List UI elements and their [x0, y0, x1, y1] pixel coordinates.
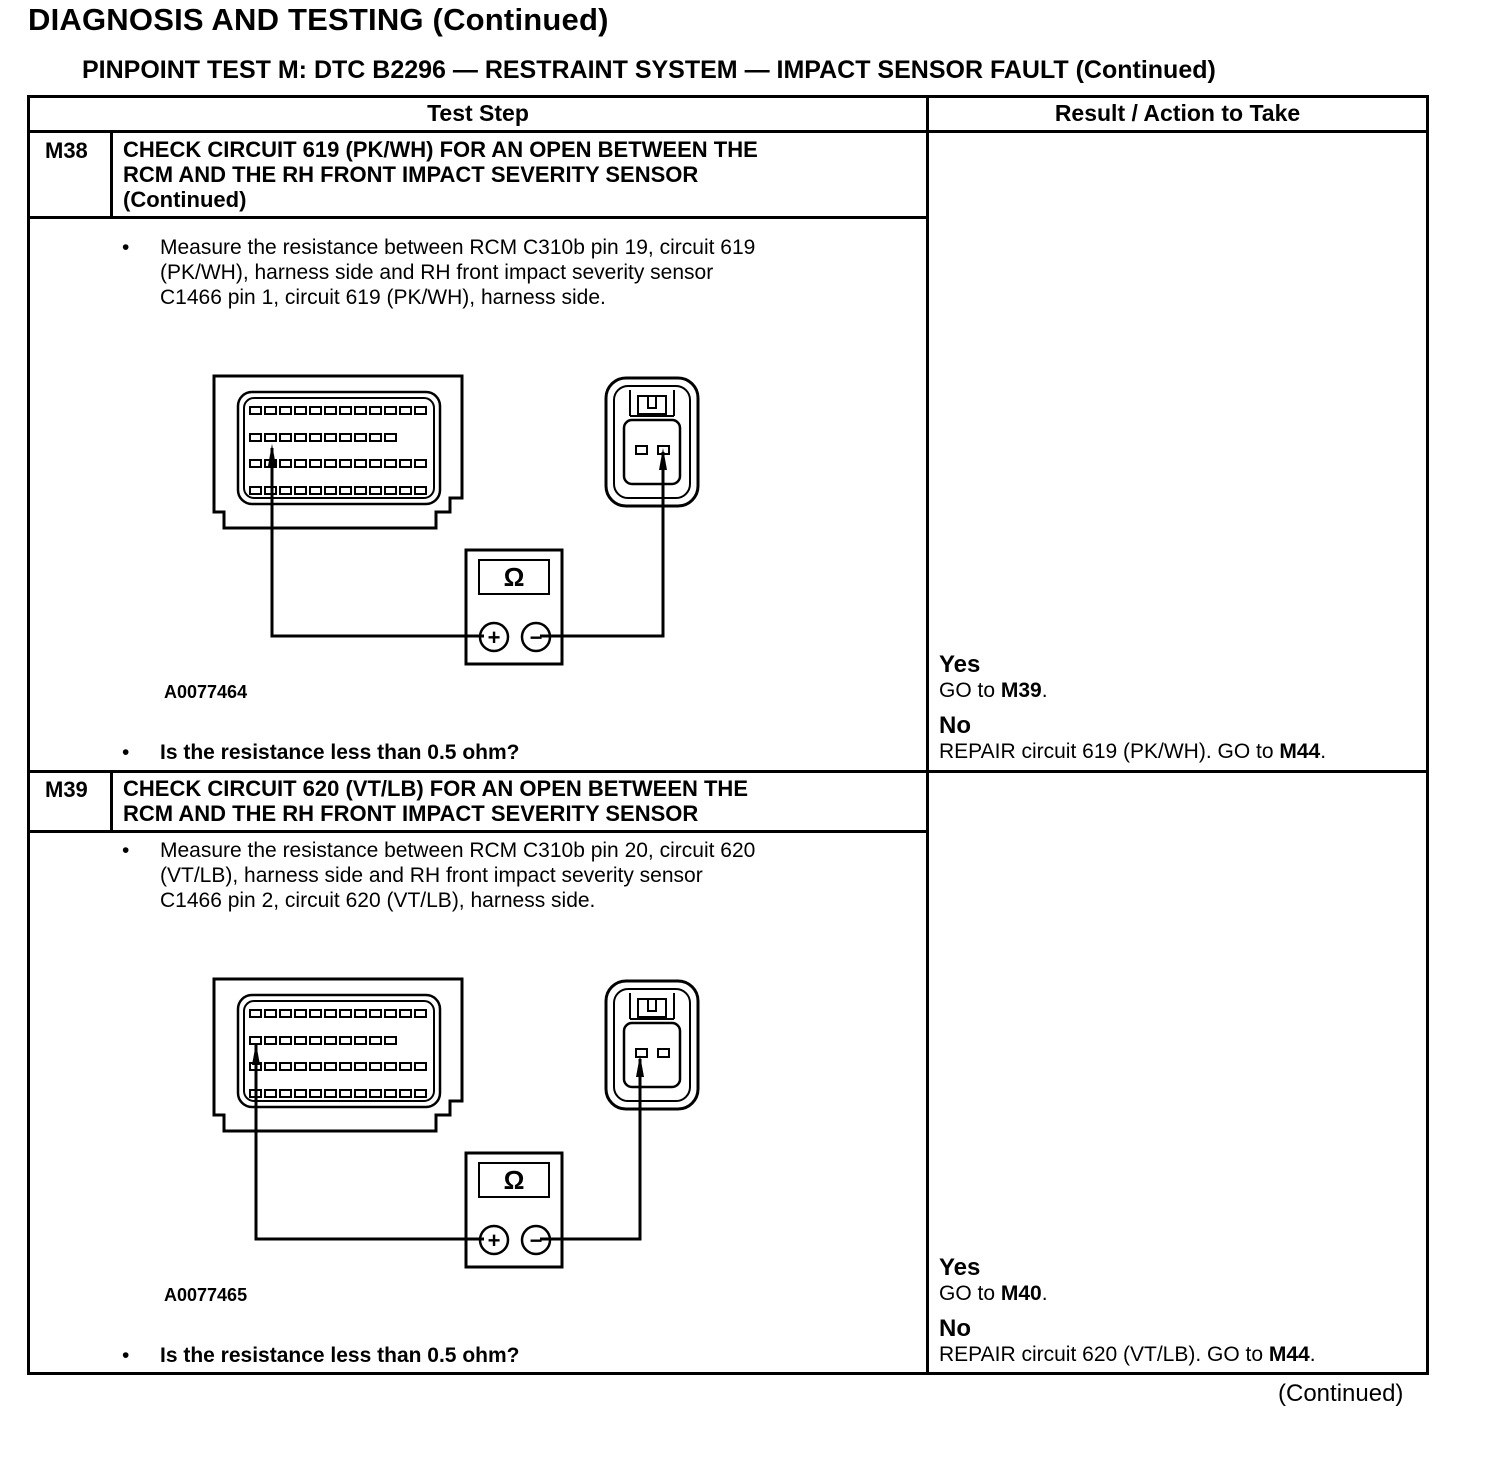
no-action: REPAIR circuit 620 (VT/LB). GO to M44. — [939, 1343, 1316, 1366]
step-question: Is the resistance less than 0.5 ohm? — [160, 1344, 520, 1367]
column-header-test-step: Test Step — [427, 100, 529, 126]
minus-terminal-icon: − — [529, 625, 543, 650]
step-instruction: Measure the resistance between RCM C310b pin 19, circuit 619 (PK/WH), harness side and RH front impact severity sensor C1466 pin 1, circuit 619 (PK/WH), harness side. — [160, 236, 756, 309]
ohm-icon: Ω — [503, 1165, 525, 1195]
step-instruction: Measure the resistance between RCM C310b pin 20, circuit 620 (VT/LB), harness side and RH front impact severity sensor C1466 pin 2, circuit 620 (VT/LB), harness side. — [160, 839, 756, 912]
pin-row — [250, 487, 426, 494]
minus-terminal-icon: − — [529, 1228, 543, 1253]
plus-terminal-icon: + — [487, 1228, 501, 1253]
column-header-result: Result / Action to Take — [1054, 100, 1301, 126]
pin-row — [250, 407, 426, 414]
bullet: • — [122, 839, 130, 862]
no-label: No — [939, 712, 971, 739]
figure-id: A0077465 — [164, 1285, 248, 1305]
no-action: REPAIR circuit 619 (PK/WH). GO to M44. — [939, 740, 1327, 763]
pin-row — [250, 1037, 396, 1044]
sensor-connector — [606, 981, 698, 1109]
ohm-icon: Ω — [503, 562, 525, 592]
pin-row — [250, 434, 396, 441]
bullet: • — [122, 236, 130, 259]
step-title: CHECK CIRCUIT 620 (VT/LB) FOR AN OPEN BETWEEN THE RCM AND THE RH FRONT IMPACT SEVERITY SENSOR — [123, 776, 748, 826]
yes-action: GO to M39. — [939, 679, 1048, 702]
pin-row — [250, 1010, 426, 1017]
yes-label: Yes — [939, 651, 981, 678]
plus-terminal-icon: + — [487, 625, 501, 650]
step-id: M38 — [45, 138, 88, 163]
step-id: M39 — [45, 777, 88, 802]
step-title: CHECK CIRCUIT 619 (PK/WH) FOR AN OPEN BETWEEN THE RCM AND THE RH FRONT IMPACT SEVERITY SENSOR (Continued) — [123, 137, 758, 212]
bullet: • — [122, 741, 130, 764]
pin-row — [250, 460, 426, 467]
connector-diagram — [200, 360, 720, 680]
yes-action: GO to M40. — [939, 1282, 1048, 1305]
sensor-connector — [606, 378, 698, 506]
step-question: Is the resistance less than 0.5 ohm? — [160, 741, 520, 764]
pin-row — [250, 1063, 426, 1070]
pinpoint-test-title: PINPOINT TEST M: DTC B2296 — RESTRAINT SYSTEM — IMPACT SENSOR FAULT (Continued) — [82, 56, 1216, 84]
bullet: • — [122, 1344, 130, 1367]
page-title: DIAGNOSIS AND TESTING (Continued) — [28, 2, 609, 37]
connector-diagram — [200, 963, 720, 1283]
no-label: No — [939, 1315, 971, 1342]
pin-row — [250, 1090, 426, 1097]
yes-label: Yes — [939, 1254, 981, 1281]
continued-label: (Continued) — [1278, 1380, 1404, 1407]
figure-id: A0077464 — [164, 682, 248, 702]
